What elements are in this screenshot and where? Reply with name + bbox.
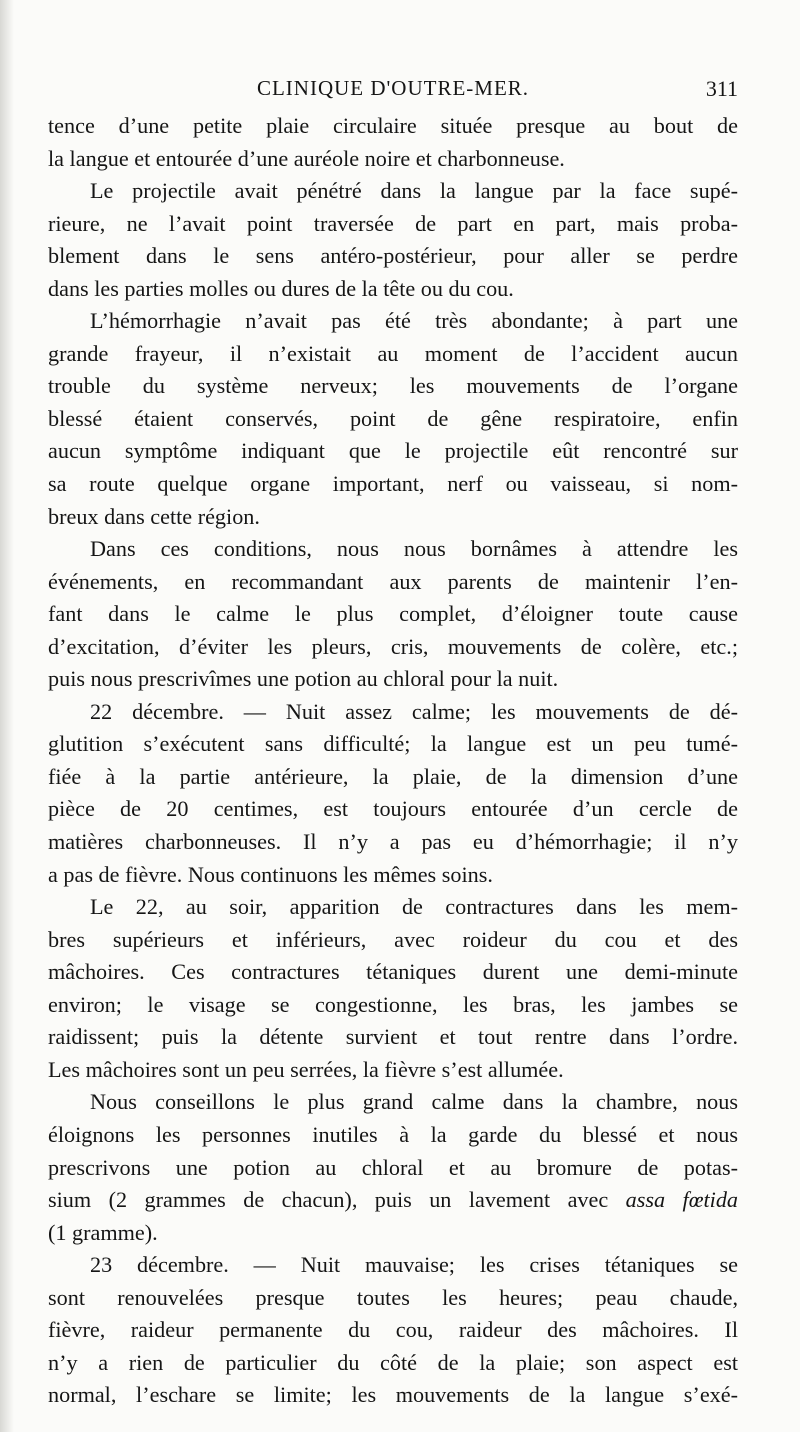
text-line: Le projectile avait pénétré dans la langue par la face supé- xyxy=(90,178,738,204)
text-line: raidissent; puis la détente survient et tout rentre dans l’ordre. xyxy=(48,1024,738,1050)
text-line: aucun symptôme indiquant que le projectile eût rencontré sur xyxy=(48,438,738,464)
text-line: breux dans cette région. xyxy=(48,503,260,529)
text-line: événements, en recommandant aux parents de maintenir l’en- xyxy=(48,568,738,594)
text-line: éloignons les personnes inutiles à la garde du blessé et nous xyxy=(48,1121,738,1147)
text-line: environ; le visage se congestionne, les bras, les jambes se xyxy=(48,991,738,1017)
text-line: trouble du système nerveux; les mouvements de l’organe xyxy=(48,373,738,399)
text-line: normal, l’eschare se limite; les mouvements de la langue s’exé- xyxy=(48,1382,738,1408)
text-line: n’y a rien de particulier du côté de la plaie; son aspect est xyxy=(48,1349,738,1375)
text-line: L’hémorrhagie n’avait pas été très abondante; à part une xyxy=(90,308,738,334)
text-line: grande frayeur, il n’existait au moment de l’accident aucun xyxy=(48,340,738,366)
text-segment: sium (2 grammes de chacun), puis un lavement avec xyxy=(48,1187,609,1213)
text-line: matières charbonneuses. Il n’y a pas eu d’hémorrhagie; il n’y xyxy=(48,829,738,855)
italic-term: assa fœtida xyxy=(625,1187,739,1213)
text-line: sa route quelque organe important, nerf ou vaisseau, si nom- xyxy=(48,471,738,497)
text-line: a pas de fièvre. Nous continuons les mêmes soins. xyxy=(48,861,493,887)
text-line: sont renouvelées presque toutes les heures; peau chaude, xyxy=(48,1284,738,1310)
text-line: Les mâchoires sont un peu serrées, la fièvre s’est allumée. xyxy=(48,1056,564,1082)
text-line: 22 décembre. — Nuit assez calme; les mouvements de dé- xyxy=(90,698,738,724)
page-number: 311 xyxy=(705,76,738,101)
text-line: blessé étaient conservés, point de gêne respiratoire, enfin xyxy=(48,405,738,431)
body-text xyxy=(48,110,738,1412)
text-line: 23 décembre. — Nuit mauvaise; les crises tétaniques se xyxy=(90,1252,738,1278)
text-line: fièvre, raideur permanente du cou, raideur des mâchoires. Il xyxy=(48,1317,738,1343)
text-line: rieure, ne l’avait point traversée de part en part, mais proba- xyxy=(48,210,738,236)
text-line: (1 gramme). xyxy=(48,1219,158,1245)
text-line: bres supérieurs et inférieurs, avec roideur du cou et des xyxy=(48,926,738,952)
page-gutter-shadow xyxy=(0,0,14,1432)
text-line: Nous conseillons le plus grand calme dans la chambre, nous xyxy=(90,1089,738,1115)
page-header xyxy=(48,76,738,106)
text-line: blement dans le sens antéro-postérieur, pour aller se perdre xyxy=(48,243,738,269)
text-line: puis nous prescrivîmes une potion au chloral pour la nuit. xyxy=(48,666,559,692)
text-line: dans les parties molles ou dures de la tête ou du cou. xyxy=(48,275,514,301)
text-line: pièce de 20 centimes, est toujours entourée d’un cercle de xyxy=(48,796,738,822)
text-line: fiée à la partie antérieure, la plaie, de la dimension d’une xyxy=(48,763,738,789)
text-line: mâchoires. Ces contractures tétaniques durent une demi-minute xyxy=(48,959,738,985)
text-line: la langue et entourée d’une auréole noire et charbonneuse. xyxy=(48,145,565,171)
running-head: CLINIQUE D'OUTRE-MER. xyxy=(256,76,530,100)
text-line: Le 22, au soir, apparition de contractures dans les mem- xyxy=(90,894,738,920)
text-line: fant dans le calme le plus complet, d’éloigner toute cause xyxy=(48,601,738,627)
text-line: tence d’une petite plaie circulaire située presque au bout de xyxy=(48,113,738,138)
text-line: glutition s’exécutent sans difficulté; la langue est un peu tumé- xyxy=(48,731,738,757)
text-line: prescrivons une potion au chloral et au bromure de potas- xyxy=(48,1154,738,1180)
text-line: Dans ces conditions, nous nous bornâmes à attendre les xyxy=(90,536,738,562)
text-line: d’excitation, d’éviter les pleurs, cris, mouvements de colère, etc.; xyxy=(48,633,738,659)
text-line-with-italic xyxy=(48,1184,738,1217)
